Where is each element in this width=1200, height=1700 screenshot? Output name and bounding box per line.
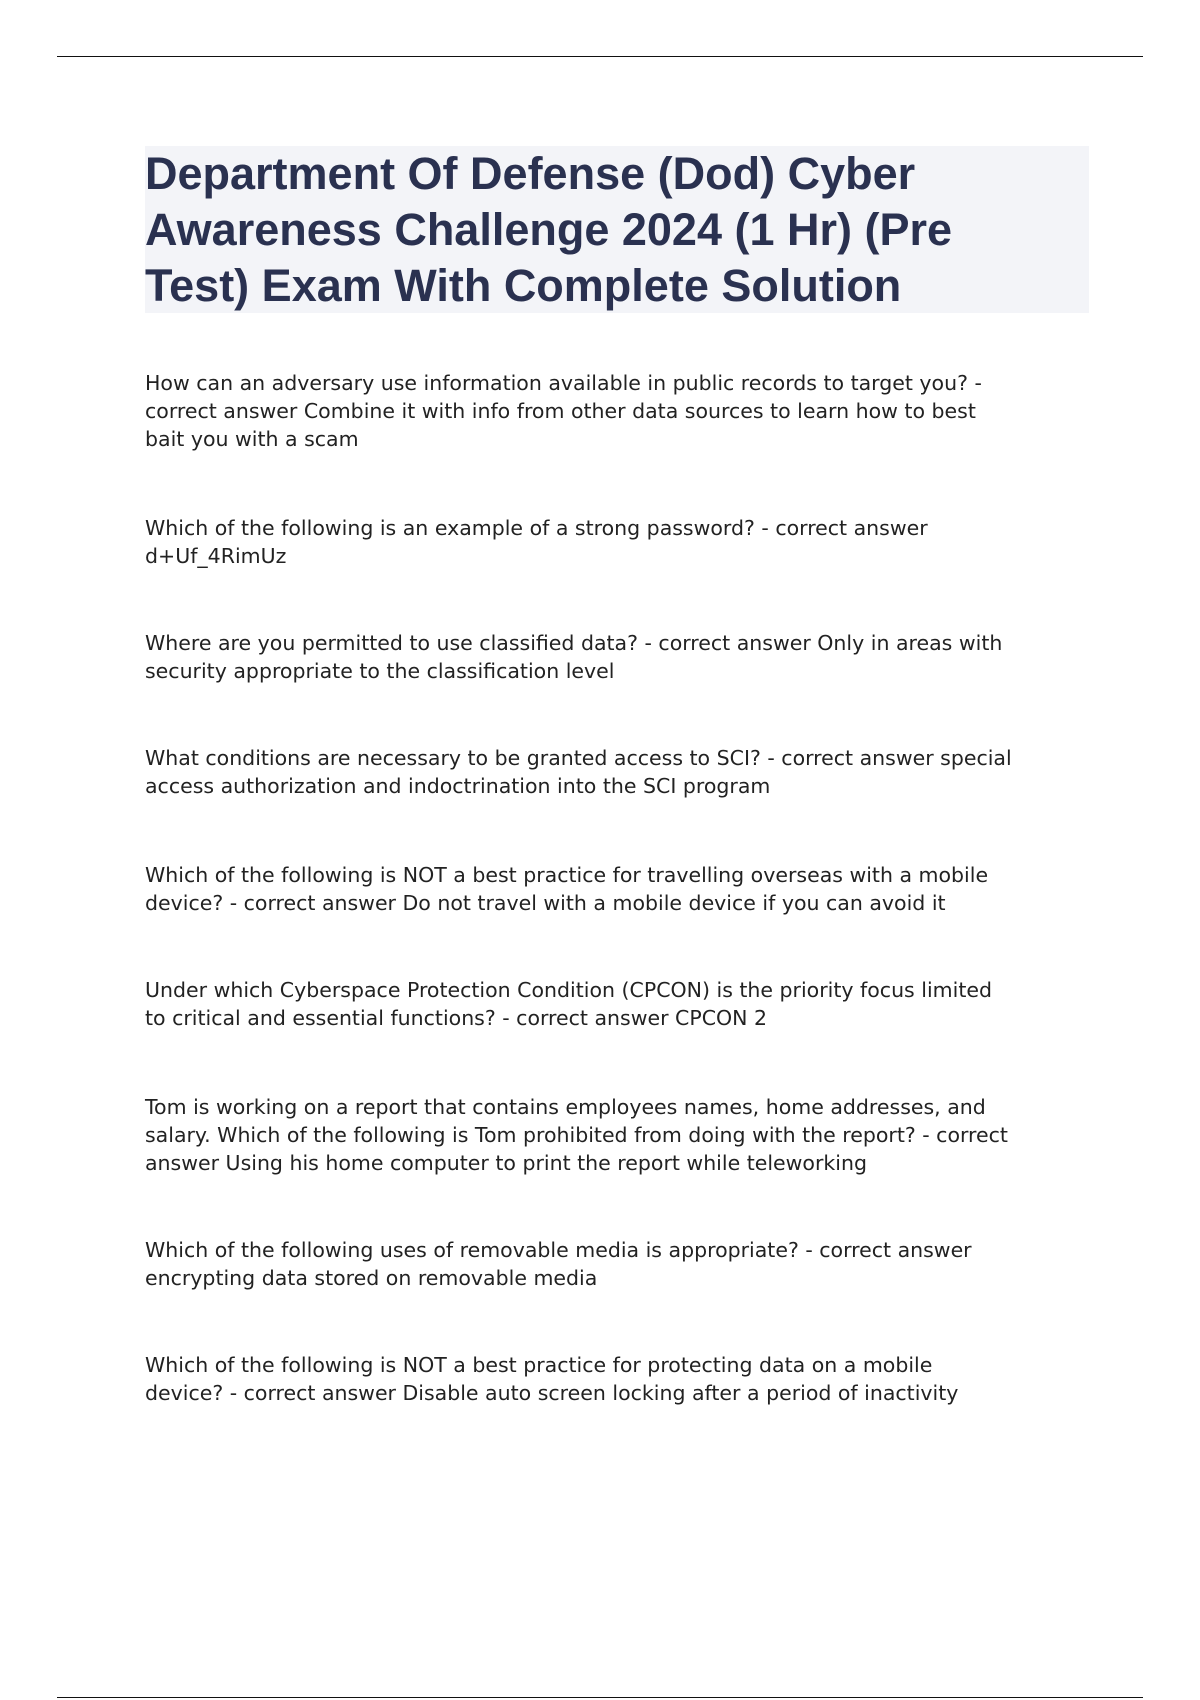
qa-item: What conditions are necessary to be granted access to SCI? - correct answer special access authorization and indoctrination into the SCI program [145,746,1012,798]
title-block [145,146,1089,313]
top-divider [57,56,1143,57]
qa-item: Under which Cyberspace Protection Condition (CPCON) is the priority focus limited to critical and essential functions? - correct answer CPCON 2 [145,978,992,1030]
qa-item: Which of the following is NOT a best practice for protecting data on a mobile device? - correct answer Disable auto screen locking after a period of inactivity [145,1353,959,1405]
qa-item: Which of the following uses of removable media is appropriate? - correct answer encrypting data stored on removable media [145,1238,972,1290]
qa-item: Where are you permitted to use classified data? - correct answer Only in areas with security appropriate to the classification level [145,631,1003,683]
qa-item: Which of the following is NOT a best practice for travelling overseas with a mobile device? - correct answer Do not travel with a mobile device if you can avoid it [145,863,989,915]
qa-item: Tom is working on a report that contains employees names, home addresses, and salary. Which of the following is Tom prohibited from doing with the report? - correct answer Using his home computer to print the report while teleworking [145,1095,1008,1175]
question-answer-list [145,369,1095,1407]
qa-item: How can an adversary use information available in public records to target you? - correct answer Combine it with info from other data sources to learn how to best bait you with a scam [145,371,982,451]
bottom-divider [57,1697,1143,1698]
document-title: Department Of Defense (Dod) Cyber Awareness Challenge 2024 (1 Hr) (Pre Test) Exam With Complete Solution [145,148,953,311]
qa-item: Which of the following is an example of a strong password? - correct answer d+Uf_4RimUz [145,516,928,568]
